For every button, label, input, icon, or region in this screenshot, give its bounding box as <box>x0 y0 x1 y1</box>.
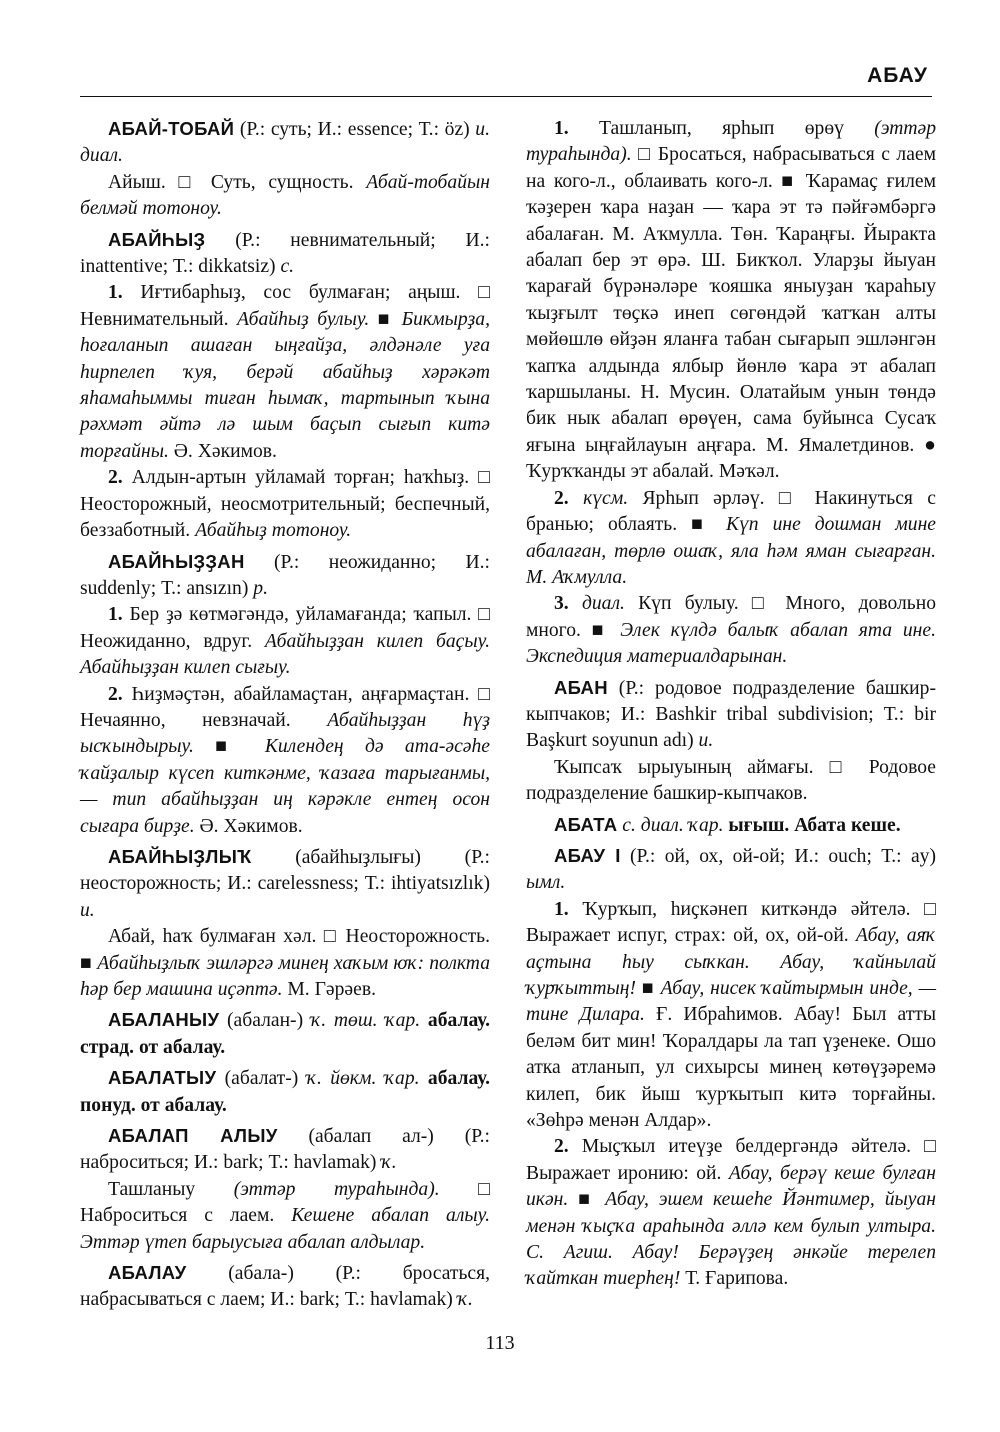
entry-abai-tobai: АБАЙ-ТОБАЙ (Р.: суть; И.: essence; Т.: öz) и. диал. <box>80 118 490 167</box>
sense-abaihyzlyk: Абай, һаҡ булмаған хәл. □ Неосторожность. ■ Абайһыҙлыҡ эшләргә минең хаҡым юҡ: полкта һәр бер машина иҫәптә. М. Гәрәев. <box>80 926 490 1000</box>
sense-abau-1: 1. Ҡурҡып, һиҫкәнеп киткәндә әйтелә. □ Выражает испуг, страх: ой, ох, ой-ой. Абау, аяҡ аҫтына һыу сыҡкан. Абау, ҡайнылай ҡурҡыттың! ■ Абау, нисек ҡайтырмын инде, — тине Дилара. Ғ. Ибраһимов. Абау! Был атты беләм бит мин! Ҡоралдары ла тап үҙенеке. Ошо атка атланып, ул сихырсы минең көтөүҙәремә килеп, бик йыш ҡурҡытып китә торғайны. «Зөһрә менән Алдар». <box>526 898 936 1132</box>
page-header <box>80 58 932 97</box>
entry-abalatyu: АБАЛАТЫУ (абалат-) ҡ. йөкм. ҡар. абалау. понуд. от абалау. <box>80 1067 490 1116</box>
entry-abata: АБАТА с. диал. ҡар. ығыш. Абата кеше. <box>554 813 901 836</box>
page-number: 113 <box>485 1332 515 1354</box>
sense-abaihyz-1: 1. Иғтибарһыҙ, сос булмаған; аңыш. □ Невнимательный. Абайһыҙ булыу. ■ Бикмырҙа, һоғаланып ашаған ыңғайҙа, әлдәнәле уға һирпелеп ҡуя, берәй абайһыҙ хәрәкәт яһамаһыммы тиған һымаҡ, тартынып ҡына рәхмәт әйтә лә шым баҫып сығып китә торғайны. Ә. Хәкимов. <box>80 282 490 462</box>
entry-abaihyz: АБАЙҺЫҘ (Р.: невнимательный; И.: inattentive; Т.: dikkatsiz) с. <box>80 228 490 278</box>
sense-abai-tobai: Айыш. □ Суть, сущность. Абай-тобайын белмәй тотоноу. <box>80 171 490 220</box>
sense-abaihyz-2: 2. Алдын-артын уйламай торған; һаҡһыҙ. □ Неосторожный, неосмотрительный; беспечный, беззаботный. Абайһыҙ тотоноу. <box>80 467 490 542</box>
entry-abalap-alyu: АБАЛАП АЛЫУ (абалап ал-) (Р.: наброситься; И.: bark; Т.: havlamak) ҡ. <box>80 1125 491 1174</box>
running-head: АБАУ <box>867 64 928 87</box>
entry-abaihyzzan: АБАЙҺЫҘҘАН (Р.: неожиданно; И.: suddenly; Т.: ansızın) р. <box>80 550 490 599</box>
entry-abau-1: АБАУ I (Р.: ой, ох, ой-ой; И.: ouch; Т.: ay) ымл. <box>526 844 936 894</box>
sense-abaihyzzan-1: 1. Бер ҙә көтмәгәндә, уйламағанда; ҡапыл. □ Неожиданно, вдруг. Абайһыҙҙан килеп баҫыу. Абайһыҙҙан килеп сығыу. <box>80 604 491 679</box>
sense-abalap-alyu: Ташланыу (эттәр тураһында). □ Наброситься с лаем. Кешене абалап алыу. Эттәр үтеп барыусыға абалап алдылар. <box>80 1178 491 1253</box>
sense-abau-2: 2. Мыҫҡыл итеүҙе белдергәндә әйтелә. □ Выражает иронию: ой. Абау, берәү кеше булған икән. ■ Абау, эшем кешеһе Йәнтимер, йыуан менән ҡыҫҡа араһында әллә кем булып ултыра. С. Агиш. Абау! Берәүҙең әнкәйе терелеп ҡайткан тиерһең! Т. Ғарипова. <box>526 1136 937 1290</box>
left-column <box>80 116 490 1314</box>
sense-abalau-1: 1. Ташланып, ярһып өрөү (эттәр тураһында). □ Бросаться, набрасываться с лаем на кого-л., облаивать кого-л. ■ Ҡарамаҫ ғилем ҡәҙерен ҡара наҙан — ҡара эт тә пәйғәмбәргә абалаған. М. Аҡмулла. Төн. Ҡараңғы. Йыракта абалап бер эт өрә. Ш. Бикҡол. Уларҙы йыуан ҡарағай бүрәнәләре ҡояшка яныуҙан ҡараһыу ҡыҙғылт төҫкә инеп сөгөндәй ҡатҡан алты мөйөшлө өйҙән яланға табан сығарып эшләнгән ҡапҡа алдында ялбыр йөнлө ҡара эт абалап ҡаршыланы. Н. Мусин. Олатайым унын төндә бик нык абалап өрөүен, сама буйынса Сусаҡ яғына ыңғайлауын аңғара. М. Ямалетдинов. ● Ҡурҡҡанды эт абалай. Мәҡәл. <box>526 118 936 483</box>
sense-abalau-3: 3. диал. Күп булыу. □ Много, довольно много. ■ Элек күлдә балыҡ абалап ята ине. Экспедиция материалдарынан. <box>526 593 936 668</box>
sense-abaihyzzan-2: 2. Һиҙмәҫтән, абайламаҫтан, аңғармаҫтан. □ Нечаянно, невзначай. Абайһыҙҙан һүҙ ысҡындырыу. ■ Килендең дә ата-әсәһе ҡайҙалыр күсеп киткәнме, ҡазаға тарығанмы, — тип абайһыҙҙан иң кәрәкле ентең осон сығара бирҙе. Ә. Хәкимов. <box>80 683 491 837</box>
sense-aban: Ҡыпсаҡ ырыуының аймағы. □ Родовое подразделение башкир-кыпчаков. <box>526 756 936 805</box>
entry-aban: АБАН (Р.: родовое подразделение башкир-кыпчаков; И.: Bashkir tribal subdivision; Т.: bir Başkurt soyunun adı) и. <box>526 676 936 752</box>
sense-abalau-2: 2. күсм. Ярһып әрләү. □ Накинуться с бранью; облаять. ■ Күп ине дошман мине абалаған, төрлө ошаҡ, яла һәм яман сығарған. М. Аҡмулла. <box>526 487 936 588</box>
entry-abalanyu: АБАЛАНЫУ (абалан-) ҡ. төш. ҡар. абалау. страд. от абалау. <box>80 1009 490 1058</box>
entry-abaihyzlyk: АБАЙҺЫҘЛЫҠ (абайһыҙлығы) (Р.: неосторожность; И.: carelessness; Т.: ihtiyatsızlık) и. <box>80 845 490 921</box>
entry-abalau: АБАЛАУ (абала-) (Р.: бросаться, набрасываться с лаем; И.: bark; Т.: havlamak) ҡ. <box>80 1262 490 1311</box>
right-column <box>526 116 936 1293</box>
